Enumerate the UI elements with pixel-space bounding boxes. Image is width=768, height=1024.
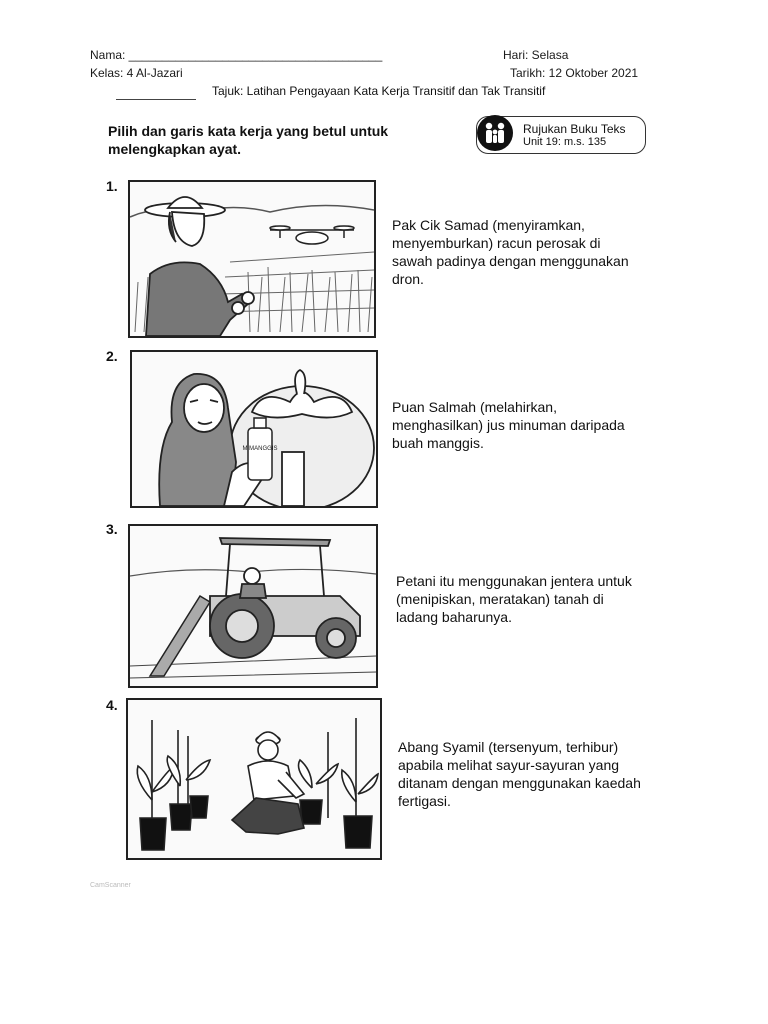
reference-subtitle: Unit 19: m.s. 135	[523, 136, 607, 148]
question-number: 4.	[106, 697, 118, 713]
question-number: 3.	[106, 521, 118, 537]
name-field-label: Nama: ______________________________________	[90, 48, 383, 62]
question-sentence: Petani itu menggunakan jentera untuk (menipiskan, meratakan) tanah di ladang baharunya.	[396, 573, 632, 625]
day-label: Hari: Selasa	[503, 48, 569, 62]
reference-title: Rujukan Buku Teks	[523, 122, 626, 136]
question-sentence: Puan Salmah (melahirkan, menghasilkan) jus minuman daripada buah manggis.	[392, 399, 625, 451]
illustration-woman-juice	[130, 350, 378, 508]
question-number: 2.	[106, 348, 118, 364]
topic-title: Tajuk: Latihan Pengayaan Kata Kerja Transitif dan Tak Transitif	[212, 84, 546, 98]
bottle-label: M MANGGIS	[242, 446, 278, 452]
illustration-tractor	[128, 524, 378, 688]
scanner-watermark: CamScanner	[90, 882, 131, 889]
blank-line	[116, 99, 196, 100]
question-sentence: Pak Cik Samad (menyiramkan, menyemburkan) racun perosak di sawah padinya dengan menggunakan dron.	[392, 217, 629, 287]
textbook-reference-box	[476, 116, 646, 154]
illustration-farmer-drone	[128, 180, 376, 338]
question-number: 1.	[106, 178, 118, 194]
family-icon	[477, 115, 513, 151]
date-label: Tarikh: 12 Oktober 2021	[510, 66, 639, 80]
class-label: Kelas: 4 Al-Jazari	[90, 66, 183, 80]
illustration-fertigation	[126, 698, 382, 860]
instruction-text: Pilih dan garis kata kerja yang betul untuk melengkapkan ayat.	[108, 123, 389, 157]
question-sentence: Abang Syamil (tersenyum, terhibur) apabila melihat sayur-sayuran yang ditanam dengan menggunakan kaedah fertigasi.	[398, 739, 641, 809]
